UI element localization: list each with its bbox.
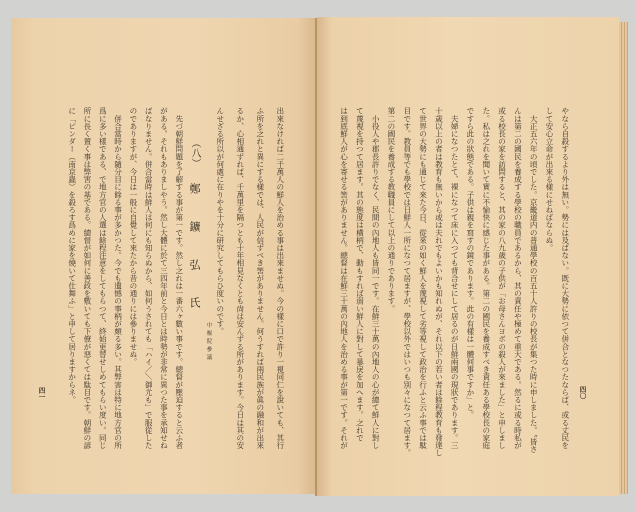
section-heading-name: 鄭鑛弘氏 [188, 183, 201, 335]
text-column: 目です。教員等でも學校では日鮮人一所になつて居ますが、學校以外ではいつも別々になつて居ます。 [402, 107, 412, 457]
section-number: （八） [189, 138, 200, 168]
text-column: がある。それもありましやう。然し大體に於て三四年前と今日とは時勢が非常に異つた事を承知せね [159, 107, 169, 449]
text-column: ばなりません。併合當時は鮮人は何にも知らぬから、如何うされても「ハイ／＼御尤も」で服從した [144, 107, 154, 449]
text-column: のでありますが、今日は一般に自覺して來たから昔の通りには參りませぬ。 [128, 107, 138, 366]
text-column: 所に長く置く事は弊害の基である。總督が如何に善政を敷いても下僚が惡くては駄目です。朝鮮の諺 [82, 107, 92, 449]
text-column: 夫婦になつたとて、裸になつて床に入つても背合せにして居るのが日鮮兩國の現狀であります。三 [450, 107, 460, 449]
text-column: 併合當時から隨分目に餘る事が多かつた。今でも遺憾の事柄が頗る多い。其弊害は特に地方官の所 [113, 107, 123, 449]
text-column: ですら此の狀態である。子供は親を寫すの鏡であります。此の有樣は一體何事ですか」と。 [465, 107, 475, 419]
text-column: 大正五六年の頃でした。京畿道内の普通學校の百五十人許りの校長が集つた時に申しました。〝皆さ [529, 107, 539, 453]
text-column: 十歳以上の者は教育も無いから或は夫れでもよいかも知れぬが、それ以下の若い者は餘程教育も發達し [434, 107, 444, 457]
text-column: やなら自殺するより外は無い。勢には及ばない。既に大勢に依つて併合となつたならば、或る丈民を [560, 107, 570, 449]
text-column: て世界の大勢にも通じて來た今日、從來の如く鮮人を蔑視して劣等視して政治を行ふと云ふ事では駄 [418, 107, 428, 449]
text-column: んせざる所以が何處に在りやを十分に研究してもらひ度いのです。 [215, 107, 225, 335]
text-column: て蔑視を持つて居ます。其の態度は橫柄で、動もすれば弱い鮮人に對して暴戾を加へます。之れで [355, 107, 365, 442]
text-column: に「ピンダー（南京蟲）を殺ろす爲めに家を燒いて仕舞ふ」と申して居りますからネ。 [67, 107, 77, 404]
text-column: 先づ朝鮮問題を了解する事が第一です。然し之れは一番六ヶ數い事です。總督が壓迫すると云ふ者 [174, 107, 184, 449]
left-page-number: 四一 [37, 387, 46, 400]
page-edge [625, 22, 628, 494]
right-page-number: 四〇 [578, 386, 587, 399]
text-column: た。私は之れを聞いて實に不愉快に感じた事がある。第二の國民を養成すべき責任ある學校長の家庭 [481, 107, 491, 449]
text-column: るか、心相通ずれば、千萬里を隔つとも十年相見なくとも尙は安んずる所があります。今日は其の安 [235, 107, 245, 449]
text-column: ふ所を之れと異にする樣では、人民が信ずべき筈がありません。何うすれば兩民族が眞の融和が出來 [255, 107, 265, 449]
text-column: 或る校長の家を訪問すると、其の家の八九歳の子供が「お母さんヨボの殺人が來ました」と申しまし [497, 107, 507, 449]
text-column: 小役人や郡長許りでなく、民間の內地人も皆同一です。在鮮三十萬の內地人の心が總て鮮人に對し [371, 107, 381, 449]
text-column: は到底鮮人が心を寄せる筈がありません。總督は在鮮三十萬の內地人を治める事が第一です。それが [339, 107, 349, 449]
text-column: んは第二の國民を養成する學校の職員であるから、其の責任や極めて重大である。然るに或る時私が [513, 107, 523, 449]
text-column: して安心立命が出來る樣にせねばならぬ。 [544, 107, 554, 252]
section-heading-title: 中樞院參議 [205, 322, 212, 362]
text-column: 爲に多い樣である、で地方官の人選は餘程注意をしてもらつて、終始更替せしめてもらい度い。同じ [98, 107, 108, 449]
book-spine [315, 18, 317, 496]
text-column: 第二の國民を養成する教職員にして以上の通りであります。 [386, 107, 396, 313]
text-column: 出來なければ二千萬人の鮮人を治める事は出來ませぬ。今の樣に口で許り一視同仁を說いても、其行 [275, 107, 285, 449]
